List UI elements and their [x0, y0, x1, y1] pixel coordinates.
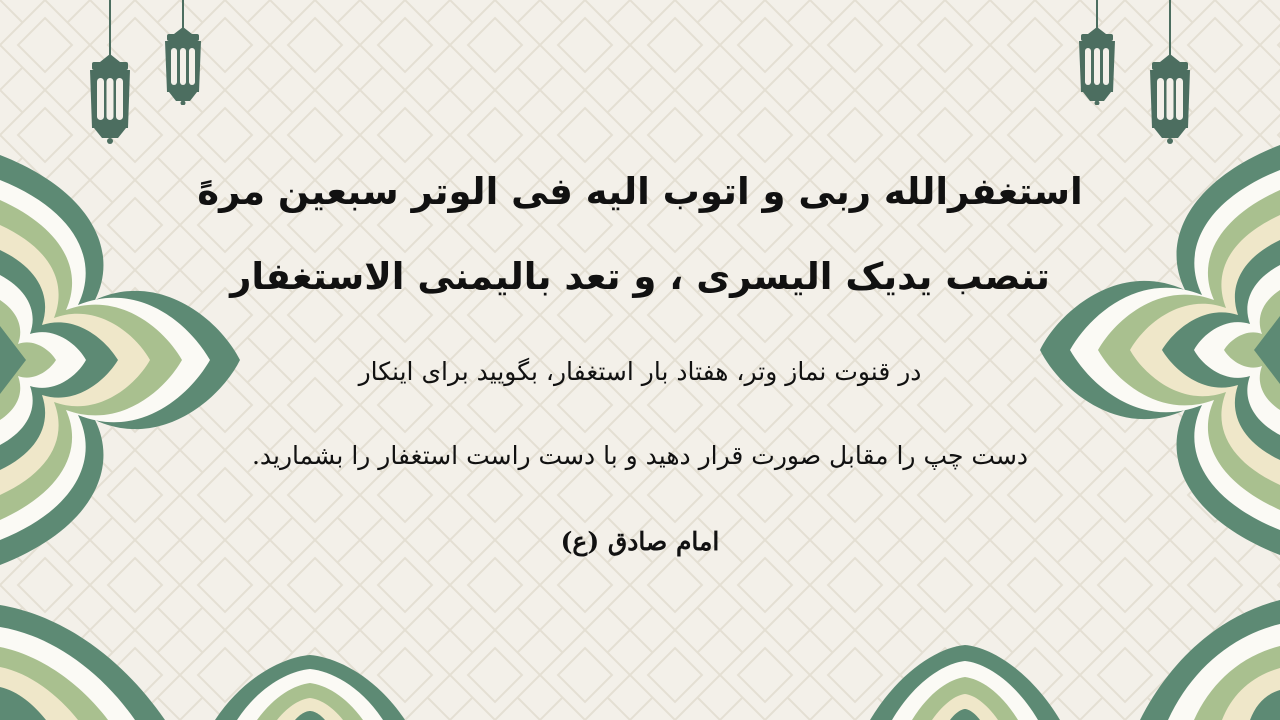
attribution: امام صادق (ع): [560, 527, 720, 556]
arabic-dua-line-1: استغفرالله ربی و اتوب الیه فی الوتر سبعین مرهً: [197, 170, 1083, 213]
hanging-lantern-icon: [1144, 0, 1196, 145]
hanging-lantern-icon: [160, 0, 206, 105]
hanging-lantern-icon: [1074, 0, 1120, 105]
bottom-right-ornament: [1140, 590, 1280, 720]
bottom-center-right-ornament: [870, 645, 1060, 720]
bottom-center-left-ornament: [215, 655, 405, 720]
persian-translation-line-2: دست چپ را مقابل صورت قرار دهید و با دست راست استغفار را بشمارید.: [251, 441, 1029, 470]
bottom-left-ornament: [0, 585, 170, 720]
persian-translation-line-1: در قنوت نماز وتر، هفتاد بار استغفار، بگویید برای اینکار: [358, 357, 922, 386]
arabic-dua-line-2: تنصب یدیک الیسری ، و تعد بالیمنی الاستغفار: [230, 255, 1050, 298]
hanging-lantern-icon: [84, 0, 136, 145]
